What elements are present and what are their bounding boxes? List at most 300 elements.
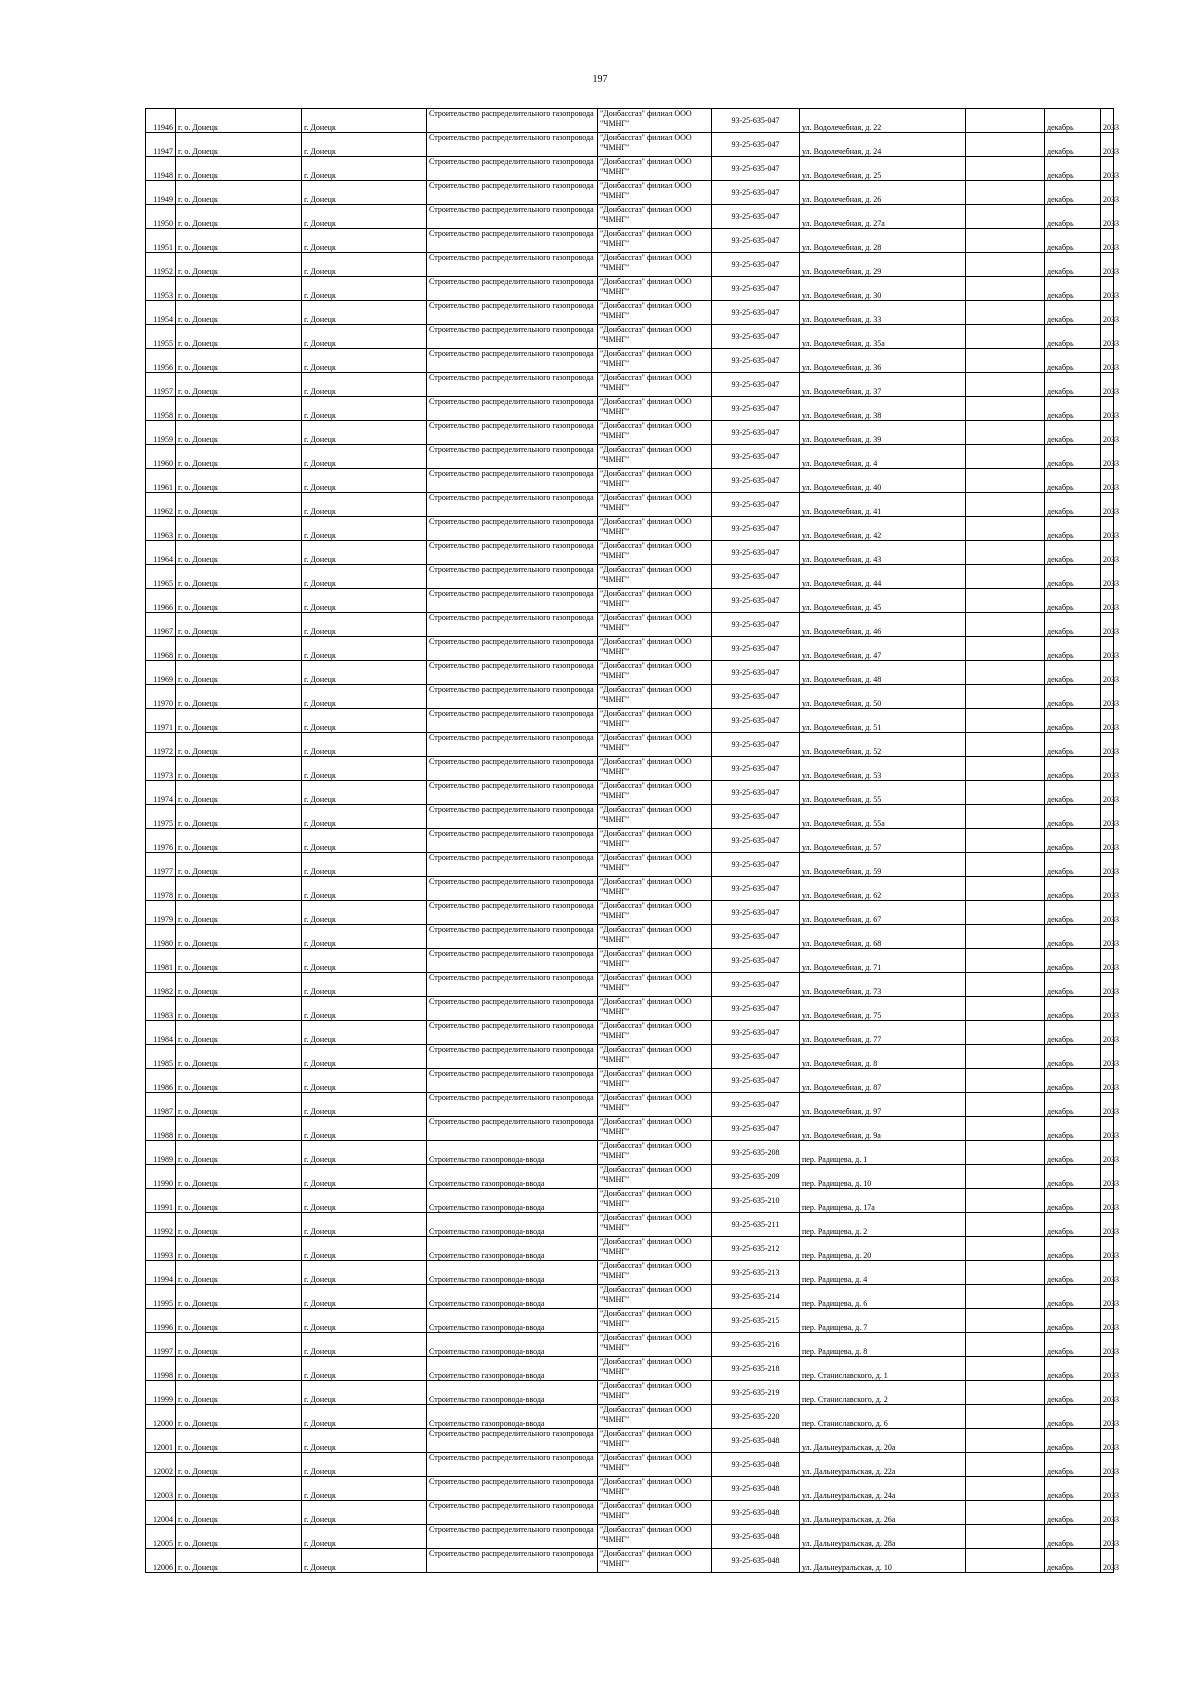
object-code-cell: 93-25-635-219 (712, 1381, 800, 1405)
city-cell: г. Донецк (302, 973, 427, 997)
table-row (146, 661, 1114, 685)
city-cell: г. Донецк (302, 1477, 427, 1501)
table-row (146, 421, 1114, 445)
month-cell: декабрь (1045, 925, 1101, 949)
table-row (146, 853, 1114, 877)
address-cell: ул. Водолечебная, д. 29 (800, 253, 966, 277)
year-cell: 2033 (1101, 709, 1114, 733)
month-cell: декабрь (1045, 1045, 1101, 1069)
note-cell (966, 253, 1045, 277)
city-cell: г. Донецк (302, 349, 427, 373)
month-cell: декабрь (1045, 325, 1101, 349)
address-cell: ул. Водолечебная, д. 8 (800, 1045, 966, 1069)
year-cell: 2033 (1101, 1285, 1114, 1309)
table-row (146, 493, 1114, 517)
city-cell: г. Донецк (302, 1237, 427, 1261)
organization-cell: "Донбассгаз" филиал ООО "ЧМНГ" (598, 325, 712, 349)
note-cell (966, 157, 1045, 181)
organization-cell: "Донбассгаз" филиал ООО "ЧМНГ" (598, 565, 712, 589)
address-cell: ул. Водолечебная, д. 39 (800, 421, 966, 445)
city-cell: г. Донецк (302, 1549, 427, 1573)
month-cell: декабрь (1045, 973, 1101, 997)
organization-cell: "Донбассгаз" филиал ООО "ЧМНГ" (598, 205, 712, 229)
year-cell: 2033 (1101, 1357, 1114, 1381)
month-cell: декабрь (1045, 1189, 1101, 1213)
work-type-cell: Строительство распределительного газопровода (427, 1525, 598, 1549)
note-cell (966, 1285, 1045, 1309)
city-cell: г. Донецк (302, 1189, 427, 1213)
city-cell: г. Донецк (302, 157, 427, 181)
address-cell: ул. Дальнеуральская, д. 20а (800, 1429, 966, 1453)
object-code-cell: 93-25-635-047 (712, 397, 800, 421)
object-code-cell: 93-25-635-212 (712, 1237, 800, 1261)
organization-cell: "Донбассгаз" филиал ООО "ЧМНГ" (598, 517, 712, 541)
year-cell: 2033 (1101, 805, 1114, 829)
note-cell (966, 997, 1045, 1021)
address-cell: пер. Станиславского, д. 6 (800, 1405, 966, 1429)
object-code-cell: 93-25-635-047 (712, 373, 800, 397)
month-cell: декабрь (1045, 157, 1101, 181)
year-cell: 2033 (1101, 925, 1114, 949)
year-cell: 2033 (1101, 1069, 1114, 1093)
work-type-cell: Строительство распределительного газопровода (427, 637, 598, 661)
address-cell: пер. Радищева, д. 7 (800, 1309, 966, 1333)
month-cell: декабрь (1045, 133, 1101, 157)
address-cell: ул. Водолечебная, д. 30 (800, 277, 966, 301)
address-cell: ул. Водолечебная, д. 40 (800, 469, 966, 493)
address-cell: ул. Водолечебная, д. 73 (800, 973, 966, 997)
work-type-cell: Строительство распределительного газопровода (427, 157, 598, 181)
organization-cell: "Донбассгаз" филиал ООО "ЧМНГ" (598, 277, 712, 301)
object-code-cell: 93-25-635-047 (712, 1045, 800, 1069)
city-cell: г. Донецк (302, 133, 427, 157)
organization-cell: "Донбассгаз" филиал ООО "ЧМНГ" (598, 805, 712, 829)
object-code-cell: 93-25-635-047 (712, 757, 800, 781)
object-code-cell: 93-25-635-047 (712, 661, 800, 685)
organization-cell: "Донбассгаз" филиал ООО "ЧМНГ" (598, 181, 712, 205)
year-cell: 2033 (1101, 373, 1114, 397)
district-cell: г. о. Донецк (176, 1189, 302, 1213)
district-cell: г. о. Донецк (176, 973, 302, 997)
address-cell: ул. Водолечебная, д. 4 (800, 445, 966, 469)
note-cell (966, 1525, 1045, 1549)
row-number: 11992 (146, 1213, 176, 1237)
city-cell: г. Донецк (302, 469, 427, 493)
city-cell: г. Донецк (302, 1165, 427, 1189)
row-number: 11977 (146, 853, 176, 877)
row-number: 11946 (146, 109, 176, 133)
row-number: 12005 (146, 1525, 176, 1549)
note-cell (966, 1117, 1045, 1141)
organization-cell: "Донбассгаз" филиал ООО "ЧМНГ" (598, 349, 712, 373)
year-cell: 2033 (1101, 1189, 1114, 1213)
month-cell: декабрь (1045, 733, 1101, 757)
address-cell: пер. Радищева, д. 20 (800, 1237, 966, 1261)
city-cell: г. Донецк (302, 445, 427, 469)
district-cell: г. о. Донецк (176, 589, 302, 613)
table-row (146, 877, 1114, 901)
object-code-cell: 93-25-635-047 (712, 109, 800, 133)
table-row (146, 1213, 1114, 1237)
organization-cell: "Донбассгаз" филиал ООО "ЧМНГ" (598, 1189, 712, 1213)
object-code-cell: 93-25-635-047 (712, 301, 800, 325)
organization-cell: "Донбассгаз" филиал ООО "ЧМНГ" (598, 541, 712, 565)
object-code-cell: 93-25-635-047 (712, 877, 800, 901)
address-cell: пер. Радищева, д. 17а (800, 1189, 966, 1213)
district-cell: г. о. Донецк (176, 1069, 302, 1093)
row-number: 11978 (146, 877, 176, 901)
city-cell: г. Донецк (302, 805, 427, 829)
month-cell: декабрь (1045, 685, 1101, 709)
work-type-cell: Строительство газопровода-ввода (427, 1141, 598, 1165)
city-cell: г. Донецк (302, 277, 427, 301)
district-cell: г. о. Донецк (176, 1213, 302, 1237)
note-cell (966, 733, 1045, 757)
district-cell: г. о. Донецк (176, 253, 302, 277)
row-number: 11983 (146, 997, 176, 1021)
city-cell: г. Донецк (302, 829, 427, 853)
address-cell: пер. Радищева, д. 8 (800, 1333, 966, 1357)
row-number: 11956 (146, 349, 176, 373)
object-code-cell: 93-25-635-047 (712, 781, 800, 805)
organization-cell: "Донбассгаз" филиал ООО "ЧМНГ" (598, 1285, 712, 1309)
month-cell: декабрь (1045, 829, 1101, 853)
organization-cell: "Донбассгаз" филиал ООО "ЧМНГ" (598, 1525, 712, 1549)
object-code-cell: 93-25-635-047 (712, 925, 800, 949)
address-cell: ул. Водолечебная, д. 51 (800, 709, 966, 733)
table-row (146, 517, 1114, 541)
month-cell: декабрь (1045, 1237, 1101, 1261)
city-cell: г. Донецк (302, 1213, 427, 1237)
city-cell: г. Донецк (302, 637, 427, 661)
work-type-cell: Строительство распределительного газопровода (427, 589, 598, 613)
address-cell: ул. Дальнеуральская, д. 22а (800, 1453, 966, 1477)
organization-cell: "Донбассгаз" филиал ООО "ЧМНГ" (598, 1141, 712, 1165)
address-cell: ул. Водолечебная, д. 55 (800, 781, 966, 805)
address-cell: пер. Радищева, д. 10 (800, 1165, 966, 1189)
object-code-cell: 93-25-635-218 (712, 1357, 800, 1381)
month-cell: декабрь (1045, 877, 1101, 901)
year-cell: 2033 (1101, 421, 1114, 445)
month-cell: декабрь (1045, 421, 1101, 445)
organization-cell: "Донбассгаз" филиал ООО "ЧМНГ" (598, 1405, 712, 1429)
district-cell: г. о. Донецк (176, 1141, 302, 1165)
address-cell: ул. Дальнеуральская, д. 26а (800, 1501, 966, 1525)
note-cell (966, 325, 1045, 349)
city-cell: г. Донецк (302, 253, 427, 277)
note-cell (966, 349, 1045, 373)
address-cell: пер. Радищева, д. 6 (800, 1285, 966, 1309)
year-cell: 2033 (1101, 541, 1114, 565)
address-cell: ул. Водолечебная, д. 45 (800, 589, 966, 613)
note-cell (966, 1213, 1045, 1237)
work-type-cell: Строительство распределительного газопровода (427, 421, 598, 445)
note-cell (966, 133, 1045, 157)
note-cell (966, 541, 1045, 565)
table-row (146, 1381, 1114, 1405)
year-cell: 2033 (1101, 1165, 1114, 1189)
table-row (146, 709, 1114, 733)
city-cell: г. Донецк (302, 877, 427, 901)
note-cell (966, 1165, 1045, 1189)
year-cell: 2033 (1101, 1237, 1114, 1261)
organization-cell: "Донбассгаз" филиал ООО "ЧМНГ" (598, 709, 712, 733)
work-type-cell: Строительство распределительного газопровода (427, 661, 598, 685)
year-cell: 2033 (1101, 589, 1114, 613)
work-type-cell: Строительство газопровода-ввода (427, 1237, 598, 1261)
note-cell (966, 565, 1045, 589)
address-cell: ул. Водолечебная, д. 67 (800, 901, 966, 925)
object-code-cell: 93-25-635-048 (712, 1501, 800, 1525)
city-cell: г. Донецк (302, 301, 427, 325)
object-code-cell: 93-25-635-047 (712, 349, 800, 373)
address-cell: ул. Водолечебная, д. 50 (800, 685, 966, 709)
address-cell: ул. Водолечебная, д. 62 (800, 877, 966, 901)
note-cell (966, 109, 1045, 133)
address-cell: ул. Водолечебная, д. 9а (800, 1117, 966, 1141)
row-number: 11950 (146, 205, 176, 229)
row-number: 11952 (146, 253, 176, 277)
district-cell: г. о. Донецк (176, 277, 302, 301)
month-cell: декабрь (1045, 901, 1101, 925)
work-type-cell: Строительство распределительного газопровода (427, 997, 598, 1021)
year-cell: 2033 (1101, 565, 1114, 589)
city-cell: г. Донецк (302, 1381, 427, 1405)
month-cell: декабрь (1045, 949, 1101, 973)
city-cell: г. Донецк (302, 373, 427, 397)
district-cell: г. о. Донецк (176, 397, 302, 421)
year-cell: 2033 (1101, 1453, 1114, 1477)
district-cell: г. о. Донецк (176, 1453, 302, 1477)
work-type-cell: Строительство распределительного газопровода (427, 613, 598, 637)
work-type-cell: Строительство распределительного газопровода (427, 709, 598, 733)
month-cell: декабрь (1045, 205, 1101, 229)
object-code-cell: 93-25-635-047 (712, 709, 800, 733)
row-number: 12002 (146, 1453, 176, 1477)
month-cell: декабрь (1045, 1309, 1101, 1333)
work-type-cell: Строительство распределительного газопровода (427, 1093, 598, 1117)
work-type-cell: Строительство распределительного газопровода (427, 181, 598, 205)
year-cell: 2033 (1101, 1405, 1114, 1429)
district-cell: г. о. Донецк (176, 301, 302, 325)
month-cell: декабрь (1045, 853, 1101, 877)
row-number: 11997 (146, 1333, 176, 1357)
table-row (146, 1045, 1114, 1069)
year-cell: 2033 (1101, 1021, 1114, 1045)
table-row (146, 949, 1114, 973)
year-cell: 2033 (1101, 253, 1114, 277)
organization-cell: "Донбассгаз" филиал ООО "ЧМНГ" (598, 1213, 712, 1237)
month-cell: декабрь (1045, 1501, 1101, 1525)
year-cell: 2033 (1101, 973, 1114, 997)
city-cell: г. Донецк (302, 1525, 427, 1549)
city-cell: г. Донецк (302, 1021, 427, 1045)
address-cell: ул. Водолечебная, д. 43 (800, 541, 966, 565)
year-cell: 2033 (1101, 325, 1114, 349)
year-cell: 2033 (1101, 661, 1114, 685)
row-number: 11971 (146, 709, 176, 733)
city-cell: г. Донецк (302, 733, 427, 757)
year-cell: 2033 (1101, 1117, 1114, 1141)
row-number: 11967 (146, 613, 176, 637)
year-cell: 2033 (1101, 397, 1114, 421)
address-cell: пер. Радищева, д. 1 (800, 1141, 966, 1165)
month-cell: декабрь (1045, 1117, 1101, 1141)
object-code-cell: 93-25-635-048 (712, 1549, 800, 1573)
work-type-cell: Строительство распределительного газопровода (427, 805, 598, 829)
work-type-cell: Строительство распределительного газопровода (427, 901, 598, 925)
address-cell: ул. Водолечебная, д. 41 (800, 493, 966, 517)
district-cell: г. о. Донецк (176, 469, 302, 493)
note-cell (966, 853, 1045, 877)
year-cell: 2033 (1101, 181, 1114, 205)
note-cell (966, 1093, 1045, 1117)
district-cell: г. о. Донецк (176, 613, 302, 637)
year-cell: 2033 (1101, 829, 1114, 853)
address-cell: ул. Водолечебная, д. 42 (800, 517, 966, 541)
work-type-cell: Строительство распределительного газопровода (427, 517, 598, 541)
district-cell: г. о. Донецк (176, 445, 302, 469)
object-code-cell: 93-25-635-047 (712, 805, 800, 829)
district-cell: г. о. Донецк (176, 997, 302, 1021)
row-number: 11957 (146, 373, 176, 397)
year-cell: 2033 (1101, 1501, 1114, 1525)
district-cell: г. о. Донецк (176, 493, 302, 517)
object-code-cell: 93-25-635-047 (712, 157, 800, 181)
district-cell: г. о. Донецк (176, 757, 302, 781)
month-cell: декабрь (1045, 301, 1101, 325)
table-row (146, 997, 1114, 1021)
object-code-cell: 93-25-635-211 (712, 1213, 800, 1237)
district-cell: г. о. Донецк (176, 925, 302, 949)
year-cell: 2033 (1101, 157, 1114, 181)
district-cell: г. о. Донецк (176, 1261, 302, 1285)
organization-cell: "Донбассгаз" филиал ООО "ЧМНГ" (598, 733, 712, 757)
table-row (146, 1021, 1114, 1045)
month-cell: декабрь (1045, 1429, 1101, 1453)
note-cell (966, 1429, 1045, 1453)
note-cell (966, 517, 1045, 541)
district-cell: г. о. Донецк (176, 709, 302, 733)
city-cell: г. Донецк (302, 949, 427, 973)
table-row (146, 733, 1114, 757)
table-row (146, 757, 1114, 781)
organization-cell: "Донбассгаз" филиал ООО "ЧМНГ" (598, 901, 712, 925)
object-code-cell: 93-25-635-047 (712, 1021, 800, 1045)
table-row (146, 925, 1114, 949)
month-cell: декабрь (1045, 1021, 1101, 1045)
work-type-cell: Строительство распределительного газопровода (427, 973, 598, 997)
note-cell (966, 877, 1045, 901)
object-code-cell: 93-25-635-047 (712, 277, 800, 301)
city-cell: г. Донецк (302, 709, 427, 733)
row-number: 11988 (146, 1117, 176, 1141)
note-cell (966, 613, 1045, 637)
row-number: 11954 (146, 301, 176, 325)
object-code-cell: 93-25-635-215 (712, 1309, 800, 1333)
district-cell: г. о. Донецк (176, 949, 302, 973)
city-cell: г. Донецк (302, 565, 427, 589)
note-cell (966, 685, 1045, 709)
table-row (146, 1237, 1114, 1261)
city-cell: г. Донецк (302, 1333, 427, 1357)
city-cell: г. Донецк (302, 757, 427, 781)
district-cell: г. о. Донецк (176, 1333, 302, 1357)
note-cell (966, 181, 1045, 205)
table-row (146, 301, 1114, 325)
district-cell: г. о. Донецк (176, 1309, 302, 1333)
year-cell: 2033 (1101, 517, 1114, 541)
city-cell: г. Донецк (302, 1453, 427, 1477)
table-row (146, 1549, 1114, 1573)
month-cell: декабрь (1045, 493, 1101, 517)
work-type-cell: Строительство распределительного газопровода (427, 1501, 598, 1525)
district-cell: г. о. Донецк (176, 133, 302, 157)
city-cell: г. Донецк (302, 1117, 427, 1141)
organization-cell: "Донбассгаз" филиал ООО "ЧМНГ" (598, 997, 712, 1021)
work-type-cell: Строительство газопровода-ввода (427, 1261, 598, 1285)
work-type-cell: Строительство газопровода-ввода (427, 1189, 598, 1213)
row-number: 11969 (146, 661, 176, 685)
month-cell: декабрь (1045, 181, 1101, 205)
year-cell: 2033 (1101, 1477, 1114, 1501)
work-type-cell: Строительство распределительного газопровода (427, 301, 598, 325)
row-number: 12004 (146, 1501, 176, 1525)
table-row (146, 1309, 1114, 1333)
work-type-cell: Строительство распределительного газопровода (427, 565, 598, 589)
work-type-cell: Строительство распределительного газопровода (427, 1477, 598, 1501)
row-number: 11953 (146, 277, 176, 301)
district-cell: г. о. Донецк (176, 1381, 302, 1405)
note-cell (966, 709, 1045, 733)
district-cell: г. о. Донецк (176, 565, 302, 589)
year-cell: 2033 (1101, 757, 1114, 781)
address-cell: ул. Дальнеуральская, д. 28а (800, 1525, 966, 1549)
table-row (146, 973, 1114, 997)
address-cell: ул. Водолечебная, д. 36 (800, 349, 966, 373)
year-cell: 2033 (1101, 133, 1114, 157)
city-cell: г. Донецк (302, 181, 427, 205)
address-cell: ул. Водолечебная, д. 24 (800, 133, 966, 157)
object-code-cell: 93-25-635-047 (712, 973, 800, 997)
work-type-cell: Строительство распределительного газопровода (427, 397, 598, 421)
object-code-cell: 93-25-635-047 (712, 565, 800, 589)
address-cell: ул. Водолечебная, д. 59 (800, 853, 966, 877)
table-row (146, 829, 1114, 853)
month-cell: декабрь (1045, 1141, 1101, 1165)
object-code-cell: 93-25-635-216 (712, 1333, 800, 1357)
district-cell: г. о. Донецк (176, 349, 302, 373)
month-cell: декабрь (1045, 445, 1101, 469)
year-cell: 2033 (1101, 613, 1114, 637)
month-cell: декабрь (1045, 709, 1101, 733)
organization-cell: "Донбассгаз" филиал ООО "ЧМНГ" (598, 685, 712, 709)
table-row (146, 613, 1114, 637)
city-cell: г. Донецк (302, 685, 427, 709)
address-cell: ул. Водолечебная, д. 87 (800, 1069, 966, 1093)
month-cell: декабрь (1045, 613, 1101, 637)
address-cell: пер. Радищева, д. 4 (800, 1261, 966, 1285)
organization-cell: "Донбассгаз" филиал ООО "ЧМНГ" (598, 1021, 712, 1045)
table-row (146, 901, 1114, 925)
work-type-cell: Строительство распределительного газопровода (427, 1117, 598, 1141)
organization-cell: "Донбассгаз" филиал ООО "ЧМНГ" (598, 1093, 712, 1117)
organization-cell: "Донбассгаз" филиал ООО "ЧМНГ" (598, 445, 712, 469)
work-type-cell: Строительство газопровода-ввода (427, 1405, 598, 1429)
district-cell: г. о. Донецк (176, 1285, 302, 1309)
city-cell: г. Донецк (302, 421, 427, 445)
city-cell: г. Донецк (302, 1093, 427, 1117)
